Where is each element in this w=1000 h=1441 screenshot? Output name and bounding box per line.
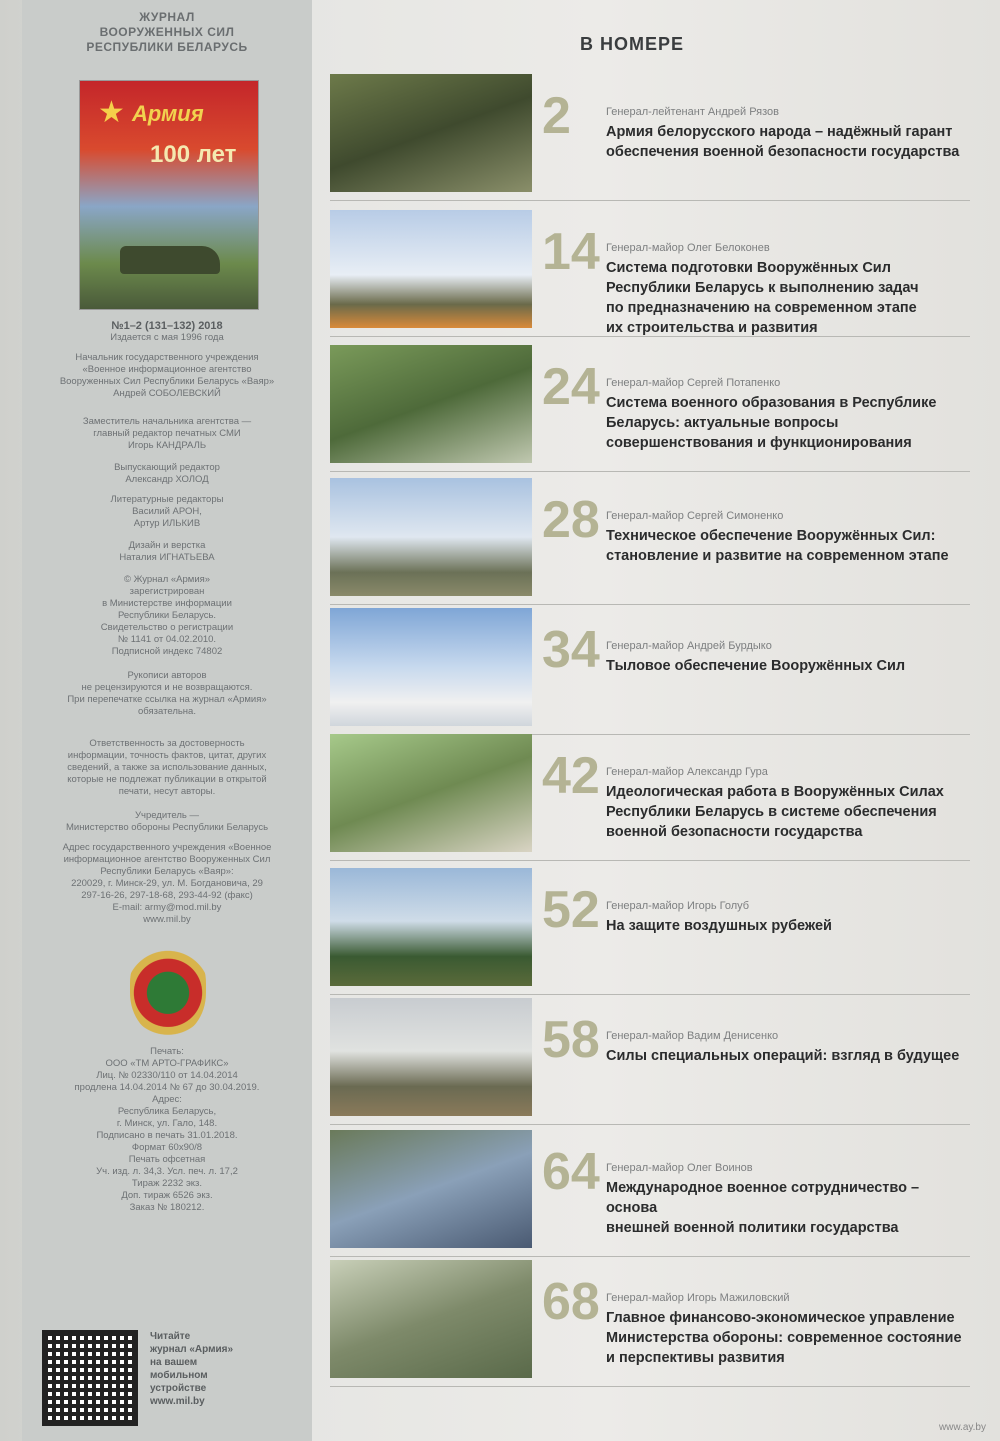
imprint-line: Андрей СОБОЛЕВСКИЙ [113, 388, 221, 399]
toc-entry[interactable] [330, 345, 970, 463]
imprint-line: Формат 60х90/8 [131, 1142, 203, 1153]
article-title-line: становление и развитие на современном этапе [606, 548, 949, 564]
imprint-line: Василий АРОН, [132, 506, 202, 517]
imprint-line: продлена 14.04.2014 № 67 до 30.04.2019. [74, 1082, 260, 1093]
article-photo [330, 998, 532, 1116]
page-number: 68 [542, 1273, 600, 1331]
head-block [22, 352, 312, 400]
page-number: 58 [542, 1011, 600, 1069]
design-block [22, 540, 312, 564]
article-title-line: Армия белорусского народа – надёжный гарант [606, 124, 953, 140]
article-author: Генерал-лейтенант Андрей Рязов [606, 106, 779, 118]
toc-entry[interactable] [330, 998, 970, 1116]
imprint-line: Ответственность за достоверность [89, 738, 245, 749]
article-author: Генерал-майор Олег Воинов [606, 1162, 753, 1174]
article-title-line: Идеологическая работа в Вооружённых Силах [606, 784, 944, 800]
article-title-line: Силы специальных операций: взгляд в будущее [606, 1048, 960, 1064]
page-number: 64 [542, 1143, 600, 1201]
article-title-line: Министерства обороны: современное состояние [606, 1330, 962, 1346]
article-title [606, 393, 971, 453]
qr-caption-line: Читайте [150, 1331, 191, 1342]
imprint-line: Республика Беларусь, [117, 1106, 217, 1117]
imprint-line: Печать: [150, 1046, 184, 1057]
imprint-line: в Министерстве информации [102, 598, 232, 609]
article-author: Генерал-майор Вадим Денисенко [606, 1030, 779, 1042]
responsibility-block [22, 738, 312, 798]
toc-entry[interactable] [330, 1130, 970, 1248]
article-title-line: Международное военное сотрудничество – основа [606, 1180, 920, 1216]
article-photo [330, 608, 532, 726]
article-photo [330, 210, 532, 328]
imprint-line: г. Минск, ул. Гало, 148. [116, 1118, 218, 1129]
article-photo [330, 345, 532, 463]
imprint-line: сведений, а также за использование данных, [67, 762, 267, 773]
article-title [606, 916, 971, 936]
cover-title: Армия [132, 101, 204, 126]
imprint-line: Адрес государственного учреждения «Военное [62, 842, 272, 853]
imprint-line: зарегистрирован [129, 586, 205, 597]
imprint-line: Министерство обороны Республики Беларусь [65, 822, 269, 833]
journal-name-line: ЖУРНАЛ [139, 10, 195, 24]
imprint-line: не рецензируются и не возвращаются. [81, 682, 253, 693]
toc-entry[interactable] [330, 608, 970, 726]
article-title [606, 1046, 971, 1066]
qr-caption [150, 1330, 280, 1408]
lit-editors-block [22, 494, 312, 530]
registration-block [22, 574, 312, 658]
imprint-line: Литературные редакторы [110, 494, 224, 505]
article-title [606, 656, 971, 676]
article-title-line: по предназначению на современном этапе [606, 300, 917, 316]
article-title-line: Беларусь: актуальные вопросы [606, 415, 839, 431]
toc-entry[interactable] [330, 734, 970, 852]
toc-entry[interactable] [330, 210, 970, 336]
article-title-line: Техническое обеспечение Вооружённых Сил: [606, 528, 936, 544]
imprint-line: Подписной индекс 74802 [111, 646, 223, 657]
imprint-line: ООО «ТМ АРТО-ГРАФИКС» [105, 1058, 229, 1069]
imprint-line: Адрес: [152, 1094, 182, 1105]
article-title [606, 258, 971, 338]
imprint-line: Наталия ИГНАТЬЕВА [119, 552, 215, 563]
imprint-line: Заместитель начальника агентства — [82, 416, 252, 427]
qr-website-link[interactable]: www.mil.by [150, 1396, 205, 1407]
address-block [22, 842, 312, 926]
imprint-line: При перепечатке ссылка на журнал «Армия» [67, 694, 267, 705]
article-title-line: Главное финансово-экономическое управление [606, 1310, 955, 1326]
imprint-line: Республики Беларусь. [117, 610, 217, 621]
military-emblem-image [130, 940, 206, 1036]
article-photo [330, 478, 532, 596]
section-heading: В НОМЕРЕ [580, 34, 685, 54]
article-photo [330, 868, 532, 986]
journal-name [22, 10, 312, 55]
imprint-line: Заказ № 180212. [129, 1202, 205, 1213]
entry-divider [330, 471, 970, 472]
imprint-line: © Журнал «Армия» [123, 574, 211, 585]
deputy-block [22, 416, 312, 452]
article-title-line: Республики Беларусь в системе обеспечения [606, 804, 937, 820]
toc-entry[interactable] [330, 868, 970, 986]
issue-info [22, 320, 312, 344]
imprint-line: обязательна. [138, 706, 196, 717]
entry-divider [330, 994, 970, 995]
imprint-line: 297-16-26, 297-18-68, 293-44-92 (факс) [81, 890, 253, 901]
article-title-line: На защите воздушных рубежей [606, 918, 832, 934]
article-photo [330, 1260, 532, 1378]
imprint-line: «Военное информационное агентство [82, 364, 252, 375]
imprint-line: Игорь КАНДРАЛЬ [127, 440, 207, 451]
manuscripts-block [22, 670, 312, 718]
toc-entry[interactable] [330, 74, 970, 192]
article-title-line: обеспечения военной безопасности государства [606, 144, 960, 160]
article-photo [330, 734, 532, 852]
qr-caption-line: журнал «Армия» [150, 1344, 234, 1355]
imprint-line: информации, точность фактов, цитат, других [67, 750, 267, 761]
article-author: Генерал-майор Александр Гура [606, 766, 768, 778]
cover-number: 100 лет [150, 141, 237, 168]
article-photo [330, 74, 532, 192]
website-link[interactable]: www.mil.by [143, 914, 191, 925]
article-title-line: совершенствования и функционирования [606, 435, 912, 451]
page-number: 24 [542, 358, 600, 416]
article-title-line: Система военного образования в Республике [606, 395, 937, 411]
release-editor-block [22, 462, 312, 486]
qr-code-image[interactable] [42, 1330, 138, 1426]
article-author: Генерал-майор Игорь Голуб [606, 900, 750, 912]
page-number: 42 [542, 747, 600, 805]
imprint-line: Уч. изд. л. 34,3. Усл. печ. л. 17,2 [96, 1166, 238, 1177]
article-author: Генерал-майор Олег Белоконев [606, 242, 770, 254]
imprint-line: Подписано в печать 31.01.2018. [96, 1130, 238, 1141]
journal-name-line: РЕСПУБЛИКИ БЕЛАРУСЬ [86, 40, 248, 54]
toc-entry[interactable] [330, 1260, 970, 1378]
journal-name-line: ВООРУЖЕННЫХ СИЛ [99, 25, 235, 39]
article-author: Генерал-майор Сергей Потапенко [606, 377, 781, 389]
imprint-line: печати, несут авторы. [118, 786, 216, 797]
article-title-line: Республики Беларусь к выполнению задач [606, 280, 919, 296]
entry-divider [330, 1256, 970, 1257]
imprint-line: Печать офсетная [128, 1154, 206, 1165]
imprint-line: 220029, г. Минск-29, ул. М. Богдановича, 29 [71, 878, 263, 889]
imprint-line: Республики Беларусь «Ваяр»: [100, 866, 234, 877]
entry-divider [330, 200, 970, 201]
article-title [606, 122, 971, 162]
article-author: Генерал-майор Андрей Бурдыко [606, 640, 772, 652]
article-title [606, 1178, 971, 1238]
imprint-line: Александр ХОЛОД [125, 474, 209, 485]
page-number: 2 [542, 87, 571, 145]
magazine-cover-image [79, 80, 259, 310]
imprint-sidebar [22, 0, 312, 1441]
entry-divider [330, 860, 970, 861]
imprint-line: Учредитель — [134, 810, 200, 821]
entry-divider [330, 336, 970, 337]
imprint-line: Артур ИЛЬКИВ [133, 518, 201, 529]
star-icon: ★ [98, 96, 125, 129]
imprint-line: Тираж 2232 экз. [131, 1178, 203, 1189]
article-title [606, 782, 971, 842]
imprint-line: Дизайн и верстка [128, 540, 206, 551]
toc-entry[interactable] [330, 478, 970, 596]
page-number: 52 [542, 881, 600, 939]
issued-since: Издается с мая 1996 года [110, 332, 224, 343]
imprint-line: Вооруженных Сил Республики Беларусь «Ваяр» [59, 376, 275, 387]
tank-image [120, 246, 220, 274]
article-title-line: их строительства и развития [606, 320, 818, 336]
imprint-line: главный редактор печатных СМИ [93, 428, 241, 439]
entry-divider [330, 1386, 970, 1387]
page-number: 34 [542, 621, 600, 679]
article-title-line: внешней военной политики государства [606, 1220, 899, 1236]
qr-caption-line: на вашем [150, 1357, 198, 1368]
article-author: Генерал-майор Игорь Мажиловский [606, 1292, 790, 1304]
imprint-line: № 1141 от 04.02.2010. [117, 634, 217, 645]
article-title-line: и перспективы развития [606, 1350, 785, 1366]
entry-divider [330, 1124, 970, 1125]
qr-caption-line: устройстве [150, 1383, 207, 1394]
imprint-line: Начальник государственного учреждения [75, 352, 259, 363]
founder-block [22, 810, 312, 834]
imprint-line: Выпускающий редактор [114, 462, 220, 473]
issue-number: №1–2 (131–132) 2018 [111, 320, 223, 332]
article-title-line: Система подготовки Вооружённых Сил [606, 260, 891, 276]
imprint-line: Лиц. № 02330/110 от 14.04.2014 [96, 1070, 238, 1081]
imprint-line: Свидетельство о регистрации [100, 622, 234, 633]
imprint-line: информационное агентство Вооруженных Сил [63, 854, 271, 865]
article-title [606, 526, 971, 566]
article-title-line: военной безопасности государства [606, 824, 863, 840]
article-title-line: Тыловое обеспечение Вооружённых Сил [606, 658, 906, 674]
imprint-line: Рукописи авторов [127, 670, 207, 681]
entry-divider [330, 604, 970, 605]
article-author: Генерал-майор Сергей Симоненко [606, 510, 784, 522]
article-photo [330, 1130, 532, 1248]
watermark: www.ay.by [938, 1422, 986, 1433]
email-link[interactable]: E-mail: army@mod.mil.by [112, 902, 222, 913]
page-number: 14 [542, 223, 600, 281]
print-block [22, 1046, 312, 1214]
imprint-line: Доп. тираж 6526 экз. [121, 1190, 213, 1201]
imprint-line: которые не подлежат публикации в открытой [67, 774, 267, 785]
article-title [606, 1308, 971, 1368]
qr-caption-line: мобильном [150, 1370, 208, 1381]
page-number: 28 [542, 491, 600, 549]
